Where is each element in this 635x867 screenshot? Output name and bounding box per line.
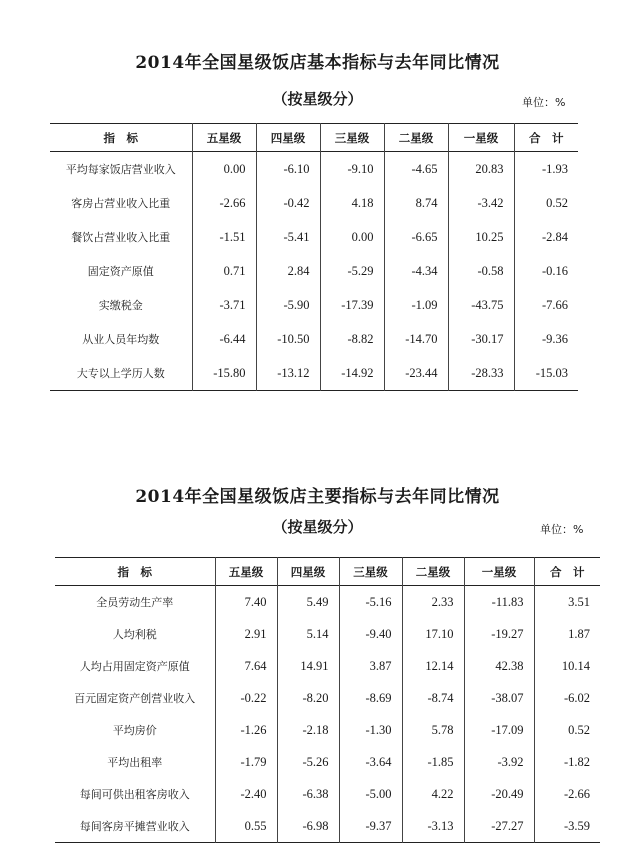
value-cell: 3.51 xyxy=(534,586,600,619)
value-cell: -5.00 xyxy=(339,778,402,810)
value-cell: -5.41 xyxy=(256,220,320,254)
value-cell: -11.83 xyxy=(464,586,534,619)
value-cell: -8.20 xyxy=(277,682,339,714)
table-row xyxy=(55,650,600,682)
table2-header-cell: 五星级 xyxy=(215,558,277,586)
value-cell: -17.09 xyxy=(464,714,534,746)
value-cell: -7.66 xyxy=(514,288,578,322)
value-cell: 3.87 xyxy=(339,650,402,682)
table1-header-cell: 指 标 xyxy=(103,130,138,145)
value-cell: -2.40 xyxy=(215,778,277,810)
table1-title: 2014年全国星级饭店基本指标与去年同比情况 xyxy=(135,53,500,73)
row-label: 平均每家饭店营业收入 xyxy=(65,163,176,176)
value-cell: 0.52 xyxy=(534,714,600,746)
value-cell: -5.90 xyxy=(256,288,320,322)
table2-header-cell: 四星级 xyxy=(277,558,339,586)
value-cell: 5.49 xyxy=(277,586,339,619)
table1-header-cell: 一星级 xyxy=(448,124,514,152)
value-cell: 7.40 xyxy=(215,586,277,619)
value-cell: -2.66 xyxy=(192,186,256,220)
table-row xyxy=(55,746,600,778)
value-cell: -6.65 xyxy=(384,220,448,254)
value-cell: -1.30 xyxy=(339,714,402,746)
row-label: 全员劳动生产率 xyxy=(96,596,174,609)
value-cell: -4.65 xyxy=(384,152,448,187)
table2-header-row xyxy=(55,558,600,586)
value-cell: -6.98 xyxy=(277,810,339,843)
value-cell: -17.39 xyxy=(320,288,384,322)
value-cell: -6.38 xyxy=(277,778,339,810)
value-cell: -38.07 xyxy=(464,682,534,714)
row-label: 平均出租率 xyxy=(107,756,163,769)
table2-header-cell: 二星级 xyxy=(402,558,464,586)
table1-header-cell: 三星级 xyxy=(320,124,384,152)
table-row xyxy=(55,682,600,714)
table-row xyxy=(50,152,578,187)
value-cell: -4.34 xyxy=(384,254,448,288)
value-cell: -2.84 xyxy=(514,220,578,254)
value-cell: -3.13 xyxy=(402,810,464,843)
value-cell: -1.82 xyxy=(534,746,600,778)
table-row xyxy=(55,810,600,843)
value-cell: 8.74 xyxy=(384,186,448,220)
value-cell: 5.78 xyxy=(402,714,464,746)
value-cell: 4.22 xyxy=(402,778,464,810)
value-cell: -9.36 xyxy=(514,322,578,356)
value-cell: -8.69 xyxy=(339,682,402,714)
value-cell: 2.91 xyxy=(215,618,277,650)
value-cell: 42.38 xyxy=(464,650,534,682)
value-cell: 0.00 xyxy=(320,220,384,254)
value-cell: -43.75 xyxy=(448,288,514,322)
table-row xyxy=(50,322,578,356)
value-cell: 10.14 xyxy=(534,650,600,682)
value-cell: 1.87 xyxy=(534,618,600,650)
row-label: 百元固定资产创营业收入 xyxy=(74,692,196,705)
table2-header-cell: 一星级 xyxy=(464,558,534,586)
value-cell: -2.18 xyxy=(277,714,339,746)
value-cell: -1.85 xyxy=(402,746,464,778)
table2-body xyxy=(55,586,600,843)
table-row xyxy=(55,618,600,650)
row-label: 固定资产原值 xyxy=(87,265,154,278)
value-cell: -3.92 xyxy=(464,746,534,778)
table-row xyxy=(50,356,578,391)
value-cell: 0.71 xyxy=(192,254,256,288)
table1-header-cell: 四星级 xyxy=(256,124,320,152)
table-row xyxy=(50,220,578,254)
table1-subtitle: （按星级分） xyxy=(272,90,363,108)
value-cell: 0.00 xyxy=(192,152,256,187)
value-cell: 2.33 xyxy=(402,586,464,619)
value-cell: -0.22 xyxy=(215,682,277,714)
value-cell: 5.14 xyxy=(277,618,339,650)
table1-unit: 单位：% xyxy=(522,96,566,109)
value-cell: -19.27 xyxy=(464,618,534,650)
value-cell: 2.84 xyxy=(256,254,320,288)
value-cell: -10.50 xyxy=(256,322,320,356)
value-cell: -6.44 xyxy=(192,322,256,356)
row-label: 每间客房平摊营业收入 xyxy=(79,820,190,833)
value-cell: 14.91 xyxy=(277,650,339,682)
table1-header-cell: 合 计 xyxy=(514,124,578,152)
value-cell: -1.79 xyxy=(215,746,277,778)
value-cell: -9.40 xyxy=(339,618,402,650)
value-cell: -20.49 xyxy=(464,778,534,810)
value-cell: -27.27 xyxy=(464,810,534,843)
table2-unit: 单位：% xyxy=(540,523,584,536)
value-cell: -23.44 xyxy=(384,356,448,391)
row-label: 平均房价 xyxy=(112,724,157,737)
value-cell: -9.10 xyxy=(320,152,384,187)
table2-subtitle: （按星级分） xyxy=(272,518,363,536)
value-cell: -30.17 xyxy=(448,322,514,356)
row-label: 客房占营业收入比重 xyxy=(71,197,171,210)
value-cell: -1.09 xyxy=(384,288,448,322)
value-cell: 12.14 xyxy=(402,650,464,682)
value-cell: -0.42 xyxy=(256,186,320,220)
table-row xyxy=(55,714,600,746)
value-cell: -9.37 xyxy=(339,810,402,843)
table2-title: 2014年全国星级饭店主要指标与去年同比情况 xyxy=(135,487,500,507)
value-cell: -3.71 xyxy=(192,288,256,322)
value-cell: -15.80 xyxy=(192,356,256,391)
value-cell: -15.03 xyxy=(514,356,578,391)
table1-header-row xyxy=(50,124,578,152)
value-cell: -3.59 xyxy=(534,810,600,843)
table2 xyxy=(55,557,600,843)
value-cell: -5.26 xyxy=(277,746,339,778)
value-cell: -5.29 xyxy=(320,254,384,288)
value-cell: -3.42 xyxy=(448,186,514,220)
table-row xyxy=(55,778,600,810)
value-cell: 4.18 xyxy=(320,186,384,220)
value-cell: -1.51 xyxy=(192,220,256,254)
value-cell: 17.10 xyxy=(402,618,464,650)
table1 xyxy=(50,123,578,391)
table-row xyxy=(50,288,578,322)
value-cell: 10.25 xyxy=(448,220,514,254)
table-row xyxy=(55,586,600,619)
value-cell: -1.26 xyxy=(215,714,277,746)
value-cell: -13.12 xyxy=(256,356,320,391)
value-cell: -0.58 xyxy=(448,254,514,288)
value-cell: -6.10 xyxy=(256,152,320,187)
value-cell: 7.64 xyxy=(215,650,277,682)
value-cell: -14.70 xyxy=(384,322,448,356)
value-cell: -0.16 xyxy=(514,254,578,288)
table1-body xyxy=(50,152,578,391)
value-cell: -14.92 xyxy=(320,356,384,391)
value-cell: -6.02 xyxy=(534,682,600,714)
table2-header-cell: 合 计 xyxy=(534,558,600,586)
table2-header-cell: 三星级 xyxy=(339,558,402,586)
value-cell: -5.16 xyxy=(339,586,402,619)
table2-header-cell: 指 标 xyxy=(117,564,152,579)
value-cell: -3.64 xyxy=(339,746,402,778)
value-cell: -2.66 xyxy=(534,778,600,810)
row-label: 大专以上学历人数 xyxy=(76,367,165,380)
value-cell: 0.52 xyxy=(514,186,578,220)
value-cell: 0.55 xyxy=(215,810,277,843)
value-cell: -28.33 xyxy=(448,356,514,391)
value-cell: 20.83 xyxy=(448,152,514,187)
table-row xyxy=(50,186,578,220)
table1-header-cell: 五星级 xyxy=(192,124,256,152)
row-label: 从业人员年均数 xyxy=(82,333,160,346)
table-row xyxy=(50,254,578,288)
row-label: 餐饮占营业收入比重 xyxy=(71,231,171,244)
value-cell: -8.74 xyxy=(402,682,464,714)
table1-header-cell: 二星级 xyxy=(384,124,448,152)
row-label: 实缴税金 xyxy=(98,299,143,312)
row-label: 人均利税 xyxy=(112,628,157,641)
row-label: 人均占用固定资产原值 xyxy=(79,660,190,673)
value-cell: -8.82 xyxy=(320,322,384,356)
row-label: 每间可供出租客房收入 xyxy=(79,788,190,801)
value-cell: -1.93 xyxy=(514,152,578,187)
